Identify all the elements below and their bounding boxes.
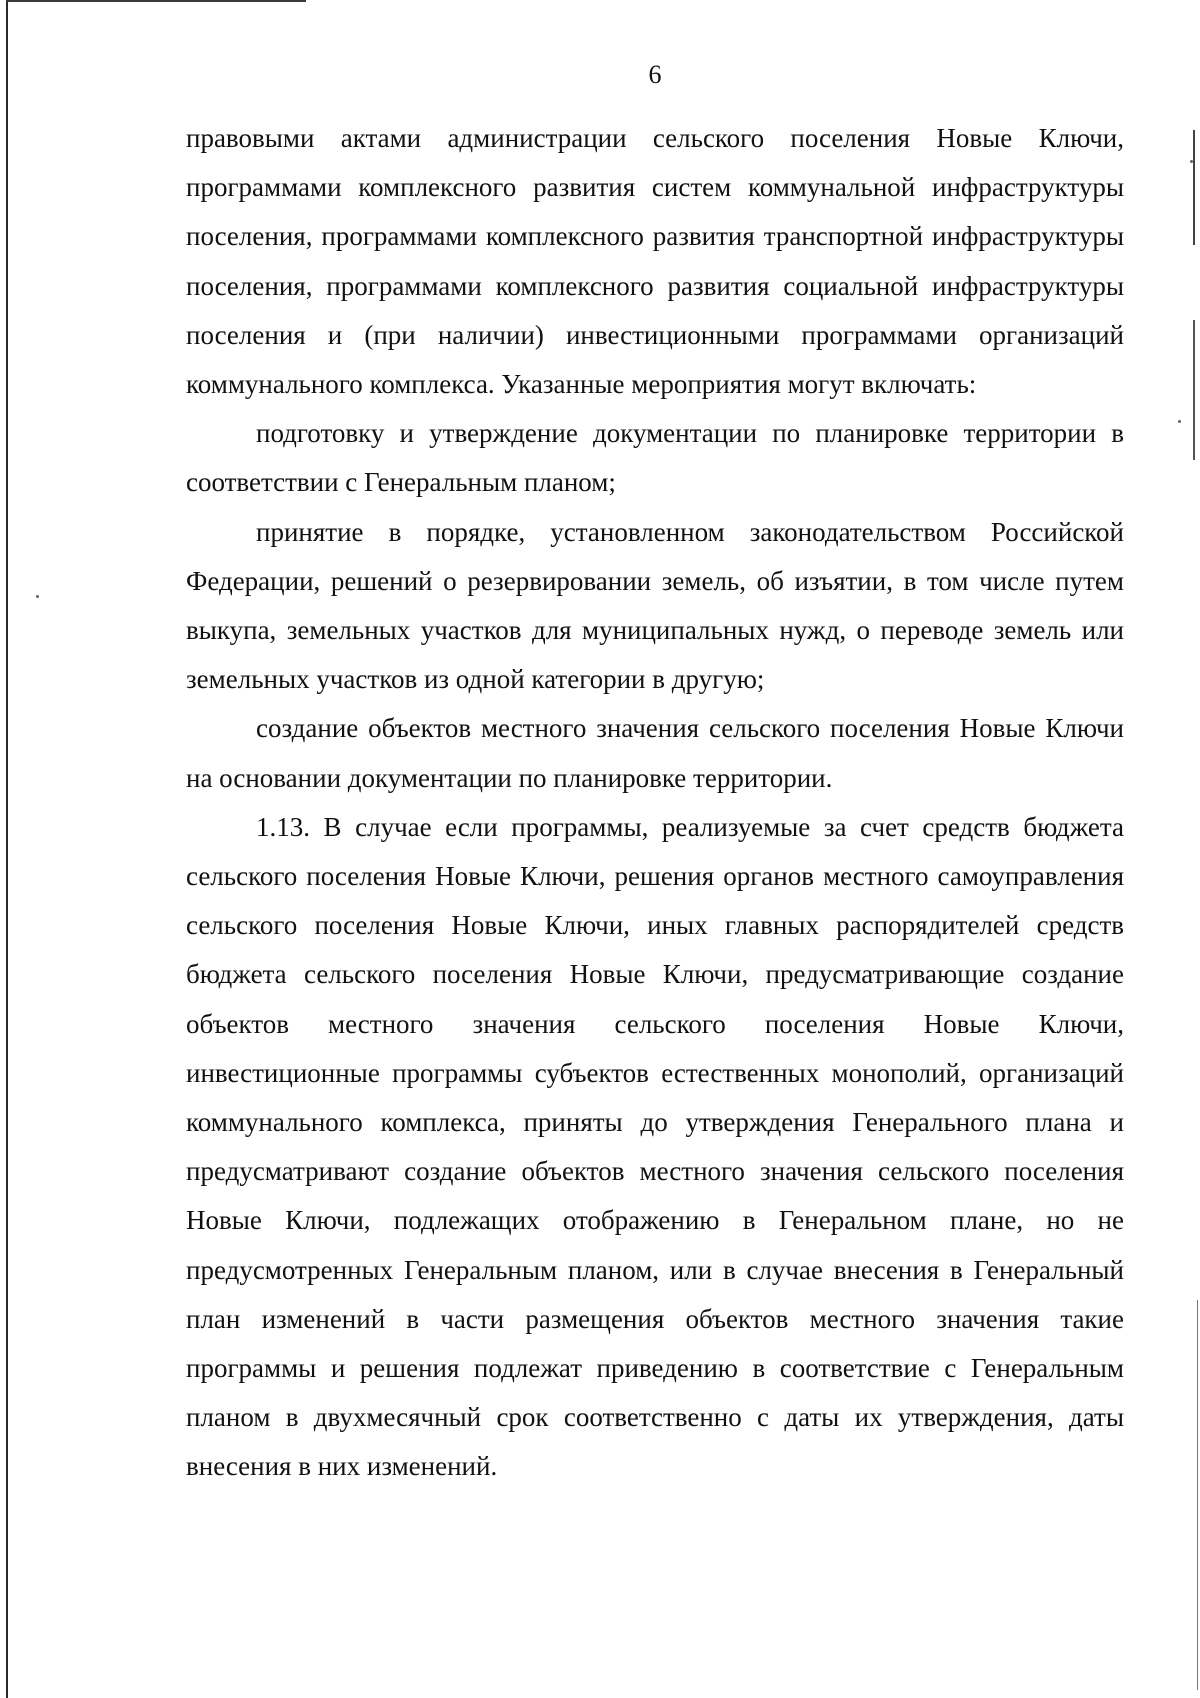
- paragraph-1: правовыми актами администрации сельского поселения Новые Ключи, программами комплексного развития систем коммунальной инфраструктуры поселения, программами комплексного развития транспортной инфраструктуры поселения, программами комплексного развития социальной инфраструктуры поселения и (при наличии) инвестиционными программами организаций коммунального комплекса. Указанные мероприятия могут включать:: [186, 123, 1124, 400]
- scan-mark-right: [1193, 130, 1195, 245]
- paragraph-3: принятие в порядке, установленном законодательством Российской Федерации, решений о резервировании земель, об изъятии, в том числе путем выкупа, земельных участков для муниципальных нужд, о переводе земель или земельных участков из одной категории в другую;: [186, 516, 1124, 695]
- paragraph-4: создание объектов местного значения сельского поселения Новые Ключи на основании документации по планировке территории.: [186, 713, 1124, 793]
- scan-mark-right: [1197, 1300, 1198, 1690]
- paragraph-2: подготовку и утверждение документации по планировке территории в соответствии с Генеральным планом;: [186, 418, 1124, 498]
- scan-speck: [1178, 420, 1181, 423]
- scan-speck: [36, 595, 39, 598]
- scan-speck: [1190, 160, 1193, 163]
- scan-edge-top: [6, 0, 306, 2]
- scan-edge-left: [6, 0, 8, 1698]
- paragraph-5: 1.13. В случае если программы, реализуемые за счет средств бюджета сельского поселения Новые Ключи, решения органов местного самоуправления сельского поселения Новые Ключи, иных главных распорядителей средств бюджета сельского поселения Новые Ключи, предусматривающие создание объектов местного значения сельского поселения Новые Ключи, инвестиционные программы субъектов естественных монополий, организаций коммунального комплекса, приняты до утверждения Генерального плана и предусматривают создание объектов местного значения сельского поселения Новые Ключи, подлежащих отображению в Генеральном плане, но не предусмотренных Генеральным планом, или в случае внесения в Генеральный план изменений в части размещения объектов местного значения такие программы и решения подлежат приведению в соответствие с Генеральным планом в двухмесячный срок соответственно с даты их утверждения, даты внесения в них изменений.: [186, 811, 1124, 1482]
- page-number: 6: [648, 60, 662, 89]
- scan-mark-right: [1193, 320, 1195, 460]
- body-text: [186, 114, 1124, 1492]
